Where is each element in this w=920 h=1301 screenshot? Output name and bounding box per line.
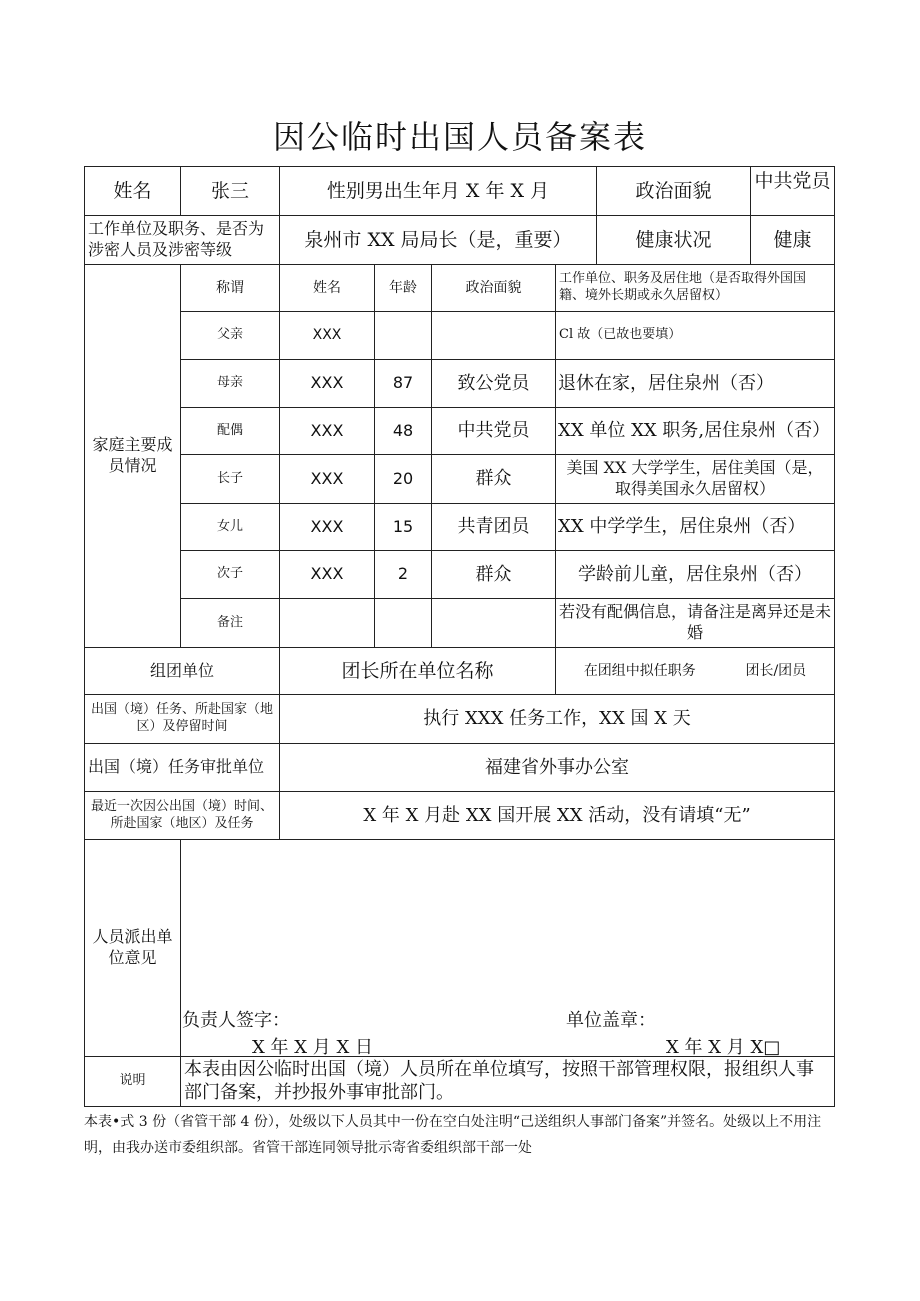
family-row-work: 若没有配偶信息，请备注是离异还是未婚 (555, 598, 835, 648)
seal-label: 单位盖章： (566, 1010, 656, 1031)
family-row-relation: 长子 (180, 454, 280, 504)
family-row-age: 2 (374, 550, 432, 599)
family-row-relation: 母亲 (180, 359, 280, 408)
family-header-relation: 称谓 (180, 264, 280, 312)
last-trip-label: 最近一次因公出国（境）时间、所赴国家（地区）及任务 (84, 791, 280, 840)
opinion-label: 人员派出单位意见 (84, 839, 181, 1057)
family-row-work: Cl 故（已故也要填） (555, 311, 835, 360)
family-row-name: XXX (279, 503, 375, 551)
family-row-age: 20 (374, 454, 432, 504)
family-header-work: 工作单位、职务及居住地（是否取得外国国籍、境外长期或永久居留权） (555, 264, 835, 312)
family-row-relation: 备注 (180, 598, 280, 648)
family-row-work: 退休在家，居住泉州（否） (555, 359, 835, 408)
family-row-political: 共青团员 (431, 503, 556, 551)
family-row-work: 学龄前儿童，居住泉州（否） (555, 550, 835, 599)
explanation-label: 说明 (84, 1056, 181, 1107)
family-row-relation: 次子 (180, 550, 280, 599)
family-row-age: 87 (374, 359, 432, 408)
family-row-political: 群众 (431, 550, 556, 599)
family-row-name (279, 598, 375, 648)
family-row-political (431, 311, 556, 360)
group-position-label: 在团组中拟任职务 (583, 662, 696, 679)
family-row-name: XXX (279, 311, 375, 360)
family-row-relation: 配偶 (180, 407, 280, 455)
political-value: 中共党员 (750, 166, 835, 216)
name-value: 张三 (180, 166, 280, 216)
group-position-value: 团长/团员 (745, 662, 807, 679)
seal-date: X 年 X 月 X□ (666, 1037, 781, 1058)
footnote: 本表•式 3 份（省管干部 4 份），处级以下人员其中一份在空白处注明“己送组织人事部门备案”并签名。处级以上不用注明，由我办送市委组织部。省管干部连同领导批示寄省委组织部干部一处 (84, 1114, 822, 1156)
form-title: 因公临时出国人员备案表 (272, 118, 647, 156)
family-row-name: XXX (279, 454, 375, 504)
work-value: 泉州市 XX 局局长（是，重要） (279, 215, 597, 265)
group-position-cell (555, 647, 835, 695)
family-header-name: 姓名 (279, 264, 375, 312)
family-row-political: 致公党员 (431, 359, 556, 408)
name-label: 姓名 (84, 166, 181, 216)
family-header-age: 年龄 (374, 264, 432, 312)
family-row-name: XXX (279, 407, 375, 455)
family-row-political: 群众 (431, 454, 556, 504)
approval-label: 出国（境）任务审批单位 (84, 743, 280, 792)
health-value: 健康 (750, 215, 835, 265)
last-trip-value: X 年 X 月赴 XX 国开展 XX 活动，没有请填“无” (279, 791, 835, 840)
approval-value: 福建省外事办公室 (279, 743, 835, 792)
family-row-work: XX 中学学生，居住泉州（否） (555, 503, 835, 551)
family-section-label: 家庭主要成员情况 (84, 264, 181, 648)
task-label: 出国（境）任务、所赴国家（地区）及停留时间 (84, 694, 280, 744)
health-label: 健康状况 (596, 215, 751, 265)
family-row-age (374, 311, 432, 360)
family-row-age: 48 (374, 407, 432, 455)
work-label: 工作单位及职务、是否为涉密人员及涉密等级 (84, 215, 280, 265)
group-label: 组团单位 (84, 647, 280, 695)
political-label: 政治面貌 (596, 166, 751, 216)
family-row-relation: 女儿 (180, 503, 280, 551)
signer-label: 负责人签字： (182, 1010, 290, 1031)
family-row-relation: 父亲 (180, 311, 280, 360)
family-row-name: XXX (279, 359, 375, 408)
family-row-age (374, 598, 432, 648)
family-header-political: 政治面貌 (431, 264, 556, 312)
family-row-political (431, 598, 556, 648)
family-row-age: 15 (374, 503, 432, 551)
explanation-text: 本表由因公临时出国（境）人员所在单位填写，按照干部管理权限，报组织人事部门备案，并抄报外事审批部门。 (180, 1056, 835, 1107)
task-value: 执行 XXX 任务工作，XX 国 X 天 (279, 694, 835, 744)
group-value: 团长所在单位名称 (279, 647, 556, 695)
family-row-name: XXX (279, 550, 375, 599)
family-row-political: 中共党员 (431, 407, 556, 455)
family-row-work: XX 单位 XX 职务,居住泉州（否） (555, 407, 835, 455)
family-row-work: 美国 XX 大学学生，居住美国（是，取得美国永久居留权） (555, 454, 835, 504)
signer-date: X 年 X 月 X 日 (252, 1037, 374, 1058)
gender-birth-value: 性别男出生年月 X 年 X 月 (279, 166, 597, 216)
